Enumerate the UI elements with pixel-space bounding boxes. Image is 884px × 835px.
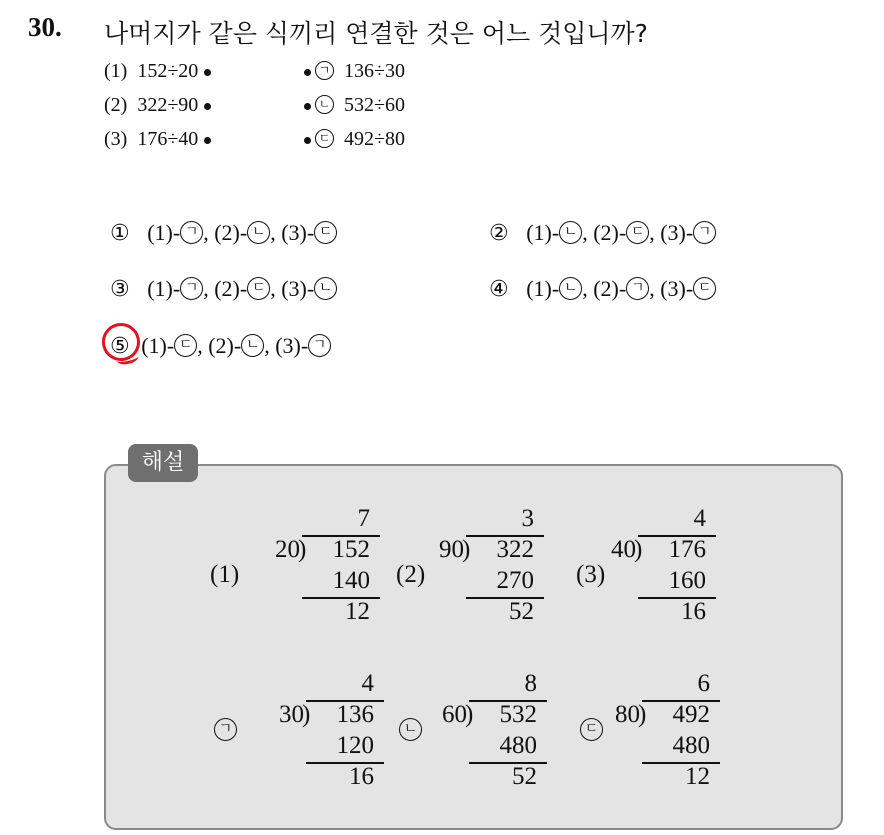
division-bracket: ) xyxy=(302,701,311,728)
left-item-label: (3) xyxy=(104,128,128,150)
division-dividend: 136 xyxy=(336,701,374,728)
choice-2[interactable] xyxy=(489,220,716,246)
division-remainder: 12 xyxy=(345,598,370,625)
choice-part: (3)- xyxy=(281,276,315,301)
question-text: 나머지가 같은 식끼리 연결한 것은 어느 것입니까? xyxy=(104,19,648,48)
division-quotient: 3 xyxy=(521,505,534,532)
division-subtract-line xyxy=(302,597,380,599)
division-divisor: 60 xyxy=(442,701,467,728)
circled-mark: ㄷ xyxy=(247,277,270,300)
choice-part: (1)- xyxy=(526,220,560,245)
choice-sep: , xyxy=(203,276,215,301)
division-top-line xyxy=(302,535,380,537)
choice-part: (1)- xyxy=(526,276,560,301)
division-label: (1) xyxy=(210,561,240,588)
left-item-expr: 176÷40 xyxy=(137,128,199,150)
choice-part: (2)- xyxy=(208,333,242,358)
circled-mark: ㄷ xyxy=(174,334,197,357)
choice-sep: , xyxy=(582,220,594,245)
long-division-2 xyxy=(396,503,571,633)
circled-mark: ㄱ xyxy=(315,61,334,80)
choice-sep: , xyxy=(649,220,661,245)
circled-mark: ㄱ xyxy=(180,277,203,300)
circled-mark: ㄴ xyxy=(559,221,582,244)
division-remainder: 52 xyxy=(512,763,537,790)
choice-sep: , xyxy=(270,276,282,301)
long-division-1 xyxy=(210,503,385,633)
division-label: ㄷ xyxy=(580,718,603,741)
choice-sep: , xyxy=(197,333,209,358)
match-dot[interactable] xyxy=(304,103,311,110)
choice-part: (1)- xyxy=(147,276,181,301)
left-item-expr: 152÷20 xyxy=(137,60,199,82)
circled-mark: ㄷ xyxy=(693,277,716,300)
division-divisor: 80 xyxy=(615,701,640,728)
division-bracket: ) xyxy=(465,701,474,728)
choice-number: ① xyxy=(110,221,130,246)
circled-mark: ㄱ xyxy=(180,221,203,244)
division-label: (2) xyxy=(396,561,426,588)
right-item-3 xyxy=(304,128,405,151)
circled-mark: ㄴ xyxy=(247,221,270,244)
solution-tag: 해설 xyxy=(128,444,198,482)
choice-part: (2)- xyxy=(593,276,627,301)
division-product: 120 xyxy=(336,732,374,759)
division-dividend: 492 xyxy=(672,701,710,728)
division-product: 480 xyxy=(672,732,710,759)
choice-part: (2)- xyxy=(214,276,248,301)
division-dividend: 532 xyxy=(499,701,537,728)
division-label: ㄱ xyxy=(214,718,237,741)
division-dividend: 176 xyxy=(668,536,706,563)
choice-part: (3)- xyxy=(660,276,694,301)
circled-mark: ㄷ xyxy=(315,129,334,148)
division-bracket: ) xyxy=(298,536,307,563)
match-dot[interactable] xyxy=(204,137,211,144)
division-dividend: 322 xyxy=(496,536,534,563)
circled-mark: ㄴ xyxy=(315,95,334,114)
choice-sep: , xyxy=(203,220,215,245)
question-number: 30. xyxy=(28,12,62,42)
choice-part: (3)- xyxy=(281,220,315,245)
choice-part: (1)- xyxy=(147,220,181,245)
division-subtract-line xyxy=(638,597,716,599)
choice-3[interactable] xyxy=(110,276,337,302)
circled-mark: ㄴ xyxy=(559,277,582,300)
choice-part: (1)- xyxy=(141,333,175,358)
choice-sep: , xyxy=(264,333,276,358)
division-quotient: 4 xyxy=(693,505,706,532)
choice-4[interactable] xyxy=(489,276,716,302)
division-divisor: 40 xyxy=(611,536,636,563)
division-dividend: 152 xyxy=(332,536,370,563)
choice-part: (2)- xyxy=(214,220,248,245)
division-top-line xyxy=(638,535,716,537)
division-divisor: 90 xyxy=(439,536,464,563)
division-subtract-line xyxy=(642,762,720,764)
right-item-2 xyxy=(304,94,405,117)
long-division-3 xyxy=(576,503,751,633)
circled-mark: ㄴ xyxy=(241,334,264,357)
division-subtract-line xyxy=(306,762,384,764)
right-item-expr: 532÷60 xyxy=(344,94,405,116)
choice-part: (3)- xyxy=(660,220,694,245)
division-product: 270 xyxy=(496,567,534,594)
right-item-expr: 136÷30 xyxy=(344,60,405,82)
choice-sep: , xyxy=(649,276,661,301)
circled-mark: ㄱ xyxy=(308,334,331,357)
long-division-4 xyxy=(214,668,389,798)
division-remainder: 12 xyxy=(685,763,710,790)
left-item-label: (1) xyxy=(104,60,128,82)
division-remainder: 16 xyxy=(681,598,706,625)
division-bracket: ) xyxy=(634,536,643,563)
division-label: (3) xyxy=(576,561,606,588)
division-product: 160 xyxy=(668,567,706,594)
choice-part: (2)- xyxy=(593,220,627,245)
choice-sep: , xyxy=(582,276,594,301)
left-item-3 xyxy=(104,128,211,151)
long-division-6 xyxy=(580,668,755,798)
division-quotient: 4 xyxy=(361,670,374,697)
choice-1[interactable] xyxy=(110,220,337,246)
division-quotient: 8 xyxy=(524,670,537,697)
choice-part: (3)- xyxy=(275,333,309,358)
division-product: 480 xyxy=(499,732,537,759)
division-top-line xyxy=(466,535,544,537)
left-item-label: (2) xyxy=(104,94,128,116)
match-dot[interactable] xyxy=(204,69,211,76)
answer-circle-mark xyxy=(98,319,143,364)
division-top-line xyxy=(642,700,720,702)
division-label: ㄴ xyxy=(399,718,422,741)
division-divisor: 30 xyxy=(279,701,304,728)
circled-mark: ㄱ xyxy=(626,277,649,300)
choice-number: ③ xyxy=(110,277,130,302)
circled-mark: ㄴ xyxy=(314,277,337,300)
division-divisor: 20 xyxy=(275,536,300,563)
circled-mark: ㄷ xyxy=(314,221,337,244)
right-item-expr: 492÷80 xyxy=(344,128,405,150)
left-item-2 xyxy=(104,94,211,117)
choice-number: ② xyxy=(489,221,509,246)
division-quotient: 7 xyxy=(357,505,370,532)
division-top-line xyxy=(469,700,547,702)
choice-number: ④ xyxy=(489,277,509,302)
match-dot[interactable] xyxy=(204,103,211,110)
division-top-line xyxy=(306,700,384,702)
division-bracket: ) xyxy=(638,701,647,728)
division-subtract-line xyxy=(466,597,544,599)
right-item-1 xyxy=(304,60,405,83)
circled-mark: ㄱ xyxy=(693,221,716,244)
division-subtract-line xyxy=(469,762,547,764)
match-dot[interactable] xyxy=(304,137,311,144)
long-division-5 xyxy=(399,668,574,798)
choice-sep: , xyxy=(270,220,282,245)
circled-mark: ㄷ xyxy=(626,221,649,244)
division-quotient: 6 xyxy=(697,670,710,697)
division-bracket: ) xyxy=(462,536,471,563)
left-item-1 xyxy=(104,60,211,83)
division-product: 140 xyxy=(332,567,370,594)
left-item-expr: 322÷90 xyxy=(137,94,199,116)
division-remainder: 16 xyxy=(349,763,374,790)
division-remainder: 52 xyxy=(509,598,534,625)
choice-5[interactable] xyxy=(110,333,331,359)
match-dot[interactable] xyxy=(304,69,311,76)
choice-number: ⑤ xyxy=(110,334,130,359)
